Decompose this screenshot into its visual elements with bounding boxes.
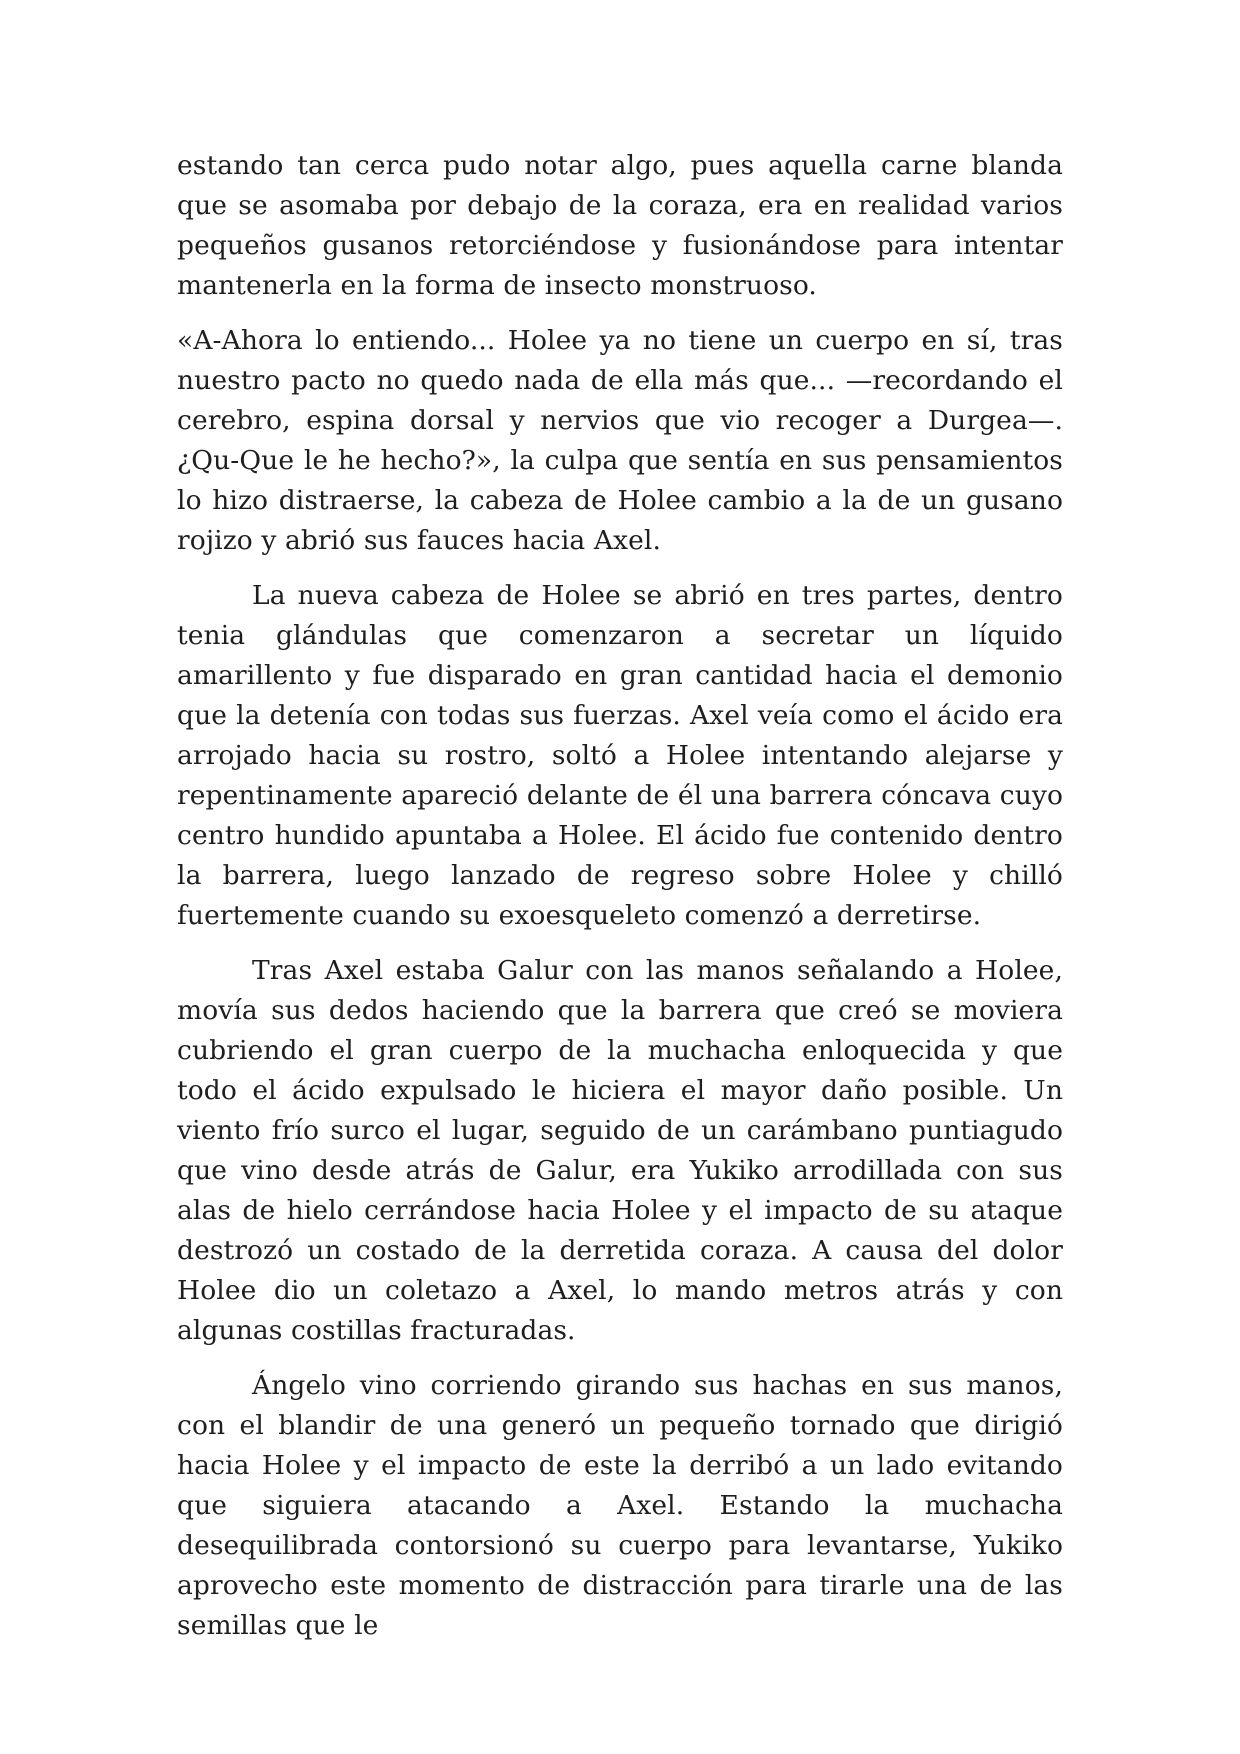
paragraph-5: Ángelo vino corriendo girando sus hachas en sus manos, con el blandir de una generó un pequeño tornado que dirigió hacia Holee y el impacto de este la derribó a un lado evitando que siguiera atacando a Axel. Estando la muchacha desequilibrada contorsionó su cuerpo para levantarse, Yukiko aprovecho este momento de distracción para tirarle una de las semillas que le	[177, 1370, 1063, 1641]
paragraph-3: La nueva cabeza de Holee se abrió en tres partes, dentro tenia glándulas que comenzaron a secretar un líquido amarillento y fue disparado en gran cantidad hacia el demonio que la detenía con todas sus fuerzas. Axel veía como el ácido era arrojado hacia su rostro, soltó a Holee intentando alejarse y repentinamente apareció delante de él una barrera cóncava cuyo centro hundido apuntaba a Holee. El ácido fue contenido dentro la barrera, luego lanzado de regreso sobre Holee y chilló fuertemente cuando su exoesqueleto comenzó a derretirse.	[177, 580, 1063, 931]
paragraph-2: «A-Ahora lo entiendo... Holee ya no tiene un cuerpo en sí, tras nuestro pacto no quedo nada de ella más que... —recordando el cerebro, espina dorsal y nervios que vio recoger a Durgea—. ¿Qu-Que le he hecho?», la culpa que sentía en sus pensamientos lo hizo distraerse, la cabeza de Holee cambio a la de un gusano rojizo y abrió sus fauces hacia Axel.	[177, 325, 1063, 556]
paragraph-4: Tras Axel estaba Galur con las manos señalando a Holee, movía sus dedos haciendo que la barrera que creó se moviera cubriendo el gran cuerpo de la muchacha enloquecida y que todo el ácido expulsado le hiciera el mayor daño posible. Un viento frío surco el lugar, seguido de un carámbano puntiagudo que vino desde atrás de Galur, era Yukiko arrodillada con sus alas de hielo cerrándose hacia Holee y el impacto de su ataque destrozó un costado de la derretida coraza. A causa del dolor Holee dio un coletazo a Axel, lo mando metros atrás y con algunas costillas fracturadas.	[177, 955, 1063, 1346]
paragraph-1: estando tan cerca pudo notar algo, pues aquella carne blanda que se asomaba por debajo de la coraza, era en realidad varios pequeños gusanos retorciéndose y fusionándose para intentar mantenerla en la forma de insecto monstruoso.	[177, 150, 1063, 301]
body-text	[177, 146, 1063, 1661]
